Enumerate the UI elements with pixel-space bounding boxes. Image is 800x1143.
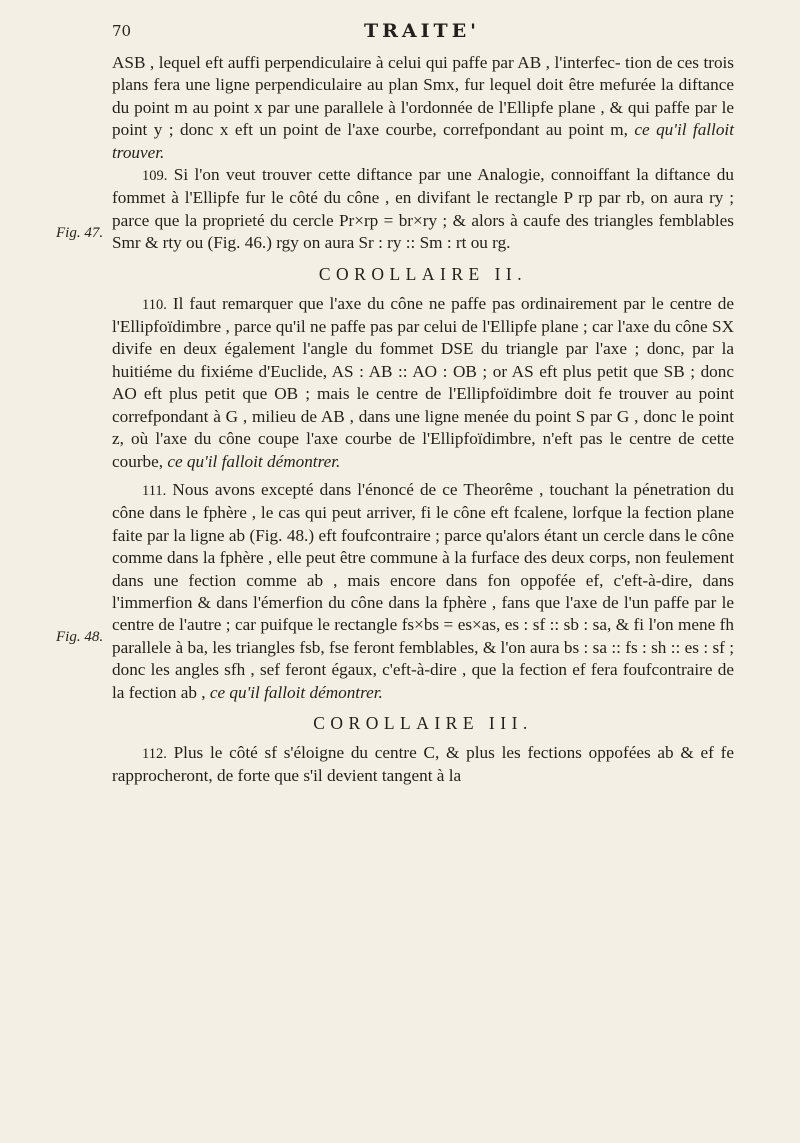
paragraph-111-text: Nous avons excepté dans l'énoncé de ce Theorême , touchant la pénetration du cône dans le fphère , le cas qui peut arriver, fi le cône eft fcalene, lorfque la fection plane faite par la ligne ab (Fig. 48.) eft foufcontraire ; parce qu'alors étant un cercle dans le cône comme dans la fphère , elle peut être commune à la furface des deux corps, non feulement dans une fection comme ab , mais encore dans fon oppofée ef, c'eft-à-dire, dans l'immerfion & dans l'émerfion du cône dans la fphère , fans que l'axe de l'un paffe par le centre de l'autre ; car puifque le rectangle fs×bs = es×as, es : sf :: sb : sa, & fi l'on mene fh parallele à ba, les triangles fsb, fse feront femblables, & l'on aura bs : sa :: fs : sh :: es : sf ; donc les angles sfh , sef feront égaux, c'eft-à-dire , que la fection ef fera foufcontraire de la fection ab ,	[112, 479, 734, 702]
paragraph-112-number: 112.	[142, 745, 167, 762]
paragraph-112	[112, 742, 734, 788]
page-header	[112, 20, 732, 46]
paragraph-intro-text: ASB , lequel eft auffi perpendiculaire à celui qui paffe par AB , l'interfec- tion de ces trois plans fera une ligne perpendiculaire au plan Smx, fur lequel doit être mefurée la diftance du point m au point x par une parallele à l'ordonnée de l'Ellipfe plane , & qui paffe par le point y ; donc x eft un point de l'axe courbe, correfpondant au point m,	[112, 53, 734, 140]
heading-corollaire-3: COROLLAIRE III.	[313, 712, 533, 733]
paragraph-109-text: Si l'on veut trouver cette diftance par une Analogie, connoiffant la diftance du fommet à l'Ellipfe fur le côté du cône , en divifant le rectangle P rp par rb, on aura ry ; parce que la proprieté du cercle Pr×rp = br×ry ; & alors à caufe des triangles femblables Smr & rty ou (Fig. 46.) rgy on aura Sr : ry :: Sm : rt ou rg.	[112, 165, 734, 253]
paragraph-109	[112, 164, 734, 255]
paragraph-intro-conclusion: ce qu'il falloit trouver.	[112, 120, 734, 162]
paragraph-110-conclusion: ce qu'il falloit démontrer.	[167, 451, 341, 471]
running-title: TRAITE'	[364, 20, 480, 42]
paragraph-110-number: 110.	[142, 296, 167, 313]
margin-note-fig-48: Fig. 48.	[56, 629, 104, 645]
body-text	[112, 52, 734, 788]
paragraph-111-conclusion: ce qu'il falloit démontrer.	[209, 682, 383, 702]
paragraph-109-number: 109.	[142, 168, 168, 185]
paragraph-intro	[112, 52, 734, 164]
paragraph-110-text: Il faut remarquer que l'axe du cône ne paffe pas ordinairement par le centre de l'Ellipfoïdimbre , parce qu'il ne paffe pas par celui de l'Ellipfe plane ; car l'axe du cône SX divife en deux également l'angle du fommet DSE du triangle par l'axe ; donc, par la huitiéme du fixiéme d'Euclide, AS : AB :: AO : OB ; or AS eft plus petit que SB ; donc AO eft plus petit que OB ; mais le centre de l'Ellipfoïdimbre doit fe trouver au point correfpondant à G , milieu de AB , dans une ligne menée du point S par G , donc le point z, où l'axe du cône coupe l'axe courbe de l'Ellipfoïdimbre, n'eft pas le centre de cette courbe,	[112, 293, 734, 471]
page-number: 70	[112, 22, 132, 40]
heading-corollaire-2: COROLLAIRE II.	[318, 263, 528, 284]
margin-note-fig-47: Fig. 47.	[56, 225, 104, 241]
paragraph-111-number: 111.	[142, 482, 167, 499]
paragraph-110	[112, 293, 734, 473]
paragraph-112-text: Plus le côté sf s'éloigne du centre C, & plus les fections oppofées ab & ef fe rapprocheront, de forte que s'il devient tangent à la	[112, 742, 734, 786]
paragraph-111	[112, 479, 734, 704]
